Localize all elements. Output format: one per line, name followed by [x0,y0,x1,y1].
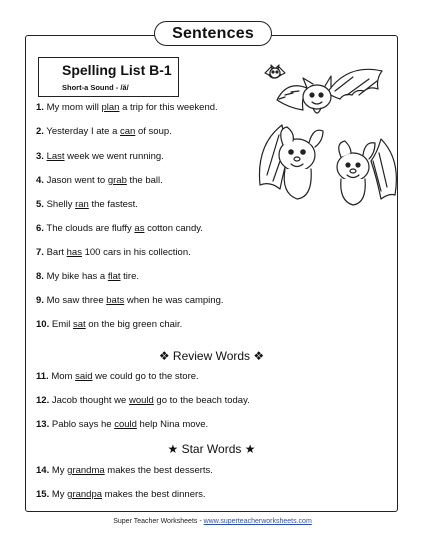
sentence-row [36,419,208,431]
sentence-row [36,465,213,477]
spelling-word: ran [75,199,89,210]
sentence-number: 6. [36,223,44,234]
sentence-text-before: Shelly [46,199,76,210]
spelling-word: would [128,395,154,406]
sentence-text-after: go to the beach today. [153,395,250,406]
flying-bat-icon [277,69,382,113]
sentence-text-after: makes the best desserts. [104,465,213,476]
spelling-word: as [134,223,145,234]
spelling-word: said [75,371,93,382]
sentence-number: 4. [36,175,44,186]
sentence-text-after: cotton candy. [144,223,203,234]
spelling-word: grandma [67,465,105,476]
sentence-text-after: when he was camping. [124,295,224,306]
sentence-number: 10. [36,319,50,330]
spelling-list-box [38,57,179,97]
footer-text: Super Teacher Worksheets - [113,518,204,525]
sentence-text-before: Yesterday I ate a [46,126,120,137]
sentence-row [36,295,224,307]
sentence-number: 12. [36,395,50,406]
sentence-text-after: on the big green chair. [85,319,183,330]
sentence-text-before: The clouds are fluffy [46,223,135,234]
sentence-row [36,271,139,283]
sentence-text-after: week we went running. [64,151,164,162]
sentence-number: 7. [36,247,44,258]
spelling-word: can [120,126,136,137]
sentence-text-after: 100 cars in his collection. [81,247,191,258]
small-bat-icon [265,65,285,78]
sentence-text-after: the fastest. [88,199,138,210]
sentence-number: 2. [36,126,44,137]
sentence-row [36,151,164,163]
footer [0,518,425,525]
sentence-text-before: Mom [51,371,76,382]
spelling-word: plan [101,102,120,113]
spelling-word: Last [46,151,65,162]
sentence-text-after: of soup. [135,126,172,137]
sentence-number: 9. [36,295,44,306]
spelling-word: has [66,247,82,258]
sentence-row [36,199,138,211]
bats-illustration [255,55,400,220]
spelling-word: could [114,419,137,430]
sentence-row [36,395,250,407]
spelling-word: sat [72,319,86,330]
bat-left-icon [259,125,323,199]
page-title: Sentences [154,21,272,46]
sentence-number: 1. [36,102,44,113]
sentence-text-before: My [51,465,68,476]
sentence-number: 15. [36,489,50,500]
sentence-number: 13. [36,419,50,430]
review-words-heading: ❖ Review Words ❖ [158,349,265,363]
sentence-row [36,371,199,383]
spelling-list-subtitle: Short-a Sound - /ă/ [62,83,129,92]
footer-link[interactable]: www.superteacherworksheets.com [203,518,312,525]
sentence-row [36,489,206,501]
spelling-word: grab [107,175,127,186]
sentence-text-before: Emil [51,319,73,330]
sentence-text-before: My bike has a [46,271,108,282]
spelling-word: flat [107,271,121,282]
sentence-text-before: Pablo says he [51,419,115,430]
sentence-text-before: Bart [46,247,67,258]
sentence-text-after: makes the best dinners. [102,489,206,500]
sentence-text-before: Jason went to [46,175,108,186]
sentence-number: 5. [36,199,44,210]
sentence-row [36,319,182,331]
sentence-text-after: we could go to the store. [92,371,199,382]
sentence-text-before: My mom will [46,102,102,113]
sentence-text-before: My [51,489,68,500]
sentence-number: 8. [36,271,44,282]
sentence-row [36,102,218,114]
sentence-row [36,223,203,235]
sentence-row [36,247,191,259]
sentence-row [36,175,163,187]
sentence-row [36,126,172,138]
spelling-list-title: Spelling List B-1 [62,62,172,78]
sentence-text-before: Jacob thought we [51,395,129,406]
sentence-text-after: a trip for this weekend. [119,102,218,113]
sentence-text-after: help Nina move. [136,419,209,430]
sentence-number: 3. [36,151,44,162]
sentence-text-before: Mo saw three [46,295,107,306]
bat-right-icon [337,139,396,205]
star-words-heading: ★ Star Words ★ [167,442,256,456]
spelling-word: grandpa [67,489,103,500]
sentence-number: 11. [36,371,49,382]
sentence-text-after: tire. [120,271,139,282]
sentence-text-after: the ball. [126,175,163,186]
sentence-number: 14. [36,465,50,476]
spelling-word: bats [106,295,125,306]
